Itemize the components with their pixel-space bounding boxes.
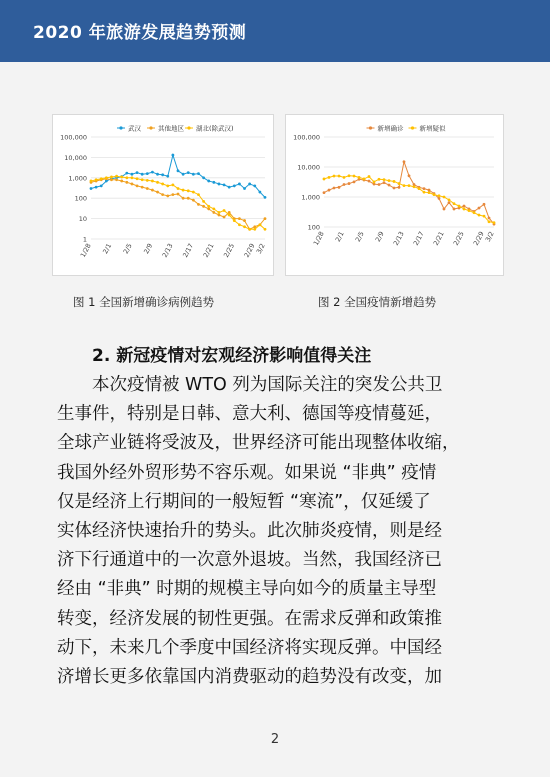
data-point	[187, 171, 190, 174]
data-point	[378, 178, 381, 181]
data-point	[413, 185, 416, 188]
y-tick-label: 10	[78, 215, 87, 224]
data-point	[258, 191, 261, 194]
data-point	[264, 228, 267, 231]
data-point	[393, 180, 396, 183]
data-point	[141, 173, 144, 176]
data-point	[151, 180, 154, 183]
x-tick-label: 2/17	[411, 230, 426, 247]
data-point	[197, 193, 200, 196]
data-point	[156, 173, 159, 176]
header-title: 2020 年旅游发展趋势预测	[33, 23, 247, 43]
data-point	[161, 173, 164, 176]
data-point	[373, 180, 376, 183]
data-point	[136, 177, 139, 180]
data-point	[453, 202, 456, 205]
data-point	[408, 184, 411, 187]
data-point	[428, 189, 431, 192]
data-point	[453, 208, 456, 211]
data-point	[243, 225, 246, 228]
x-tick-label: 2/21	[431, 230, 446, 247]
data-point	[166, 194, 169, 197]
data-point	[383, 181, 386, 184]
data-point	[95, 178, 98, 181]
x-tick-label: 2/5	[353, 230, 366, 244]
y-tick-label: 10,000	[64, 153, 87, 162]
data-point	[187, 197, 190, 200]
data-point	[151, 189, 154, 192]
data-point	[110, 176, 113, 179]
data-point	[343, 176, 346, 179]
data-point	[192, 191, 195, 194]
data-point	[131, 173, 134, 176]
data-point	[363, 178, 366, 181]
data-point	[192, 199, 195, 202]
data-point	[136, 171, 139, 174]
x-tick-label: 2/21	[201, 242, 216, 259]
data-point	[115, 175, 118, 178]
data-point	[448, 201, 451, 204]
data-point	[403, 160, 406, 163]
data-point	[187, 189, 190, 192]
data-point	[323, 191, 326, 194]
legend-marker	[149, 126, 152, 129]
x-tick-label: 2/9	[373, 230, 386, 244]
data-point	[353, 180, 356, 183]
paragraph-line: 我国外经外贸形势不容乐观。如果说 “非典” 疫情	[57, 462, 437, 483]
data-point	[438, 194, 441, 197]
data-point	[264, 217, 267, 220]
data-point	[488, 220, 491, 223]
data-point	[248, 228, 251, 231]
data-point	[146, 179, 149, 182]
paragraph-line: 转变，经济发展的韧性更强。在需求反弹和政策推	[57, 608, 442, 629]
data-point	[146, 187, 149, 190]
y-tick-label: 1,000	[68, 174, 87, 183]
paragraph-line: 生事件，特别是日韩、意大利、德国等疫情蔓延，	[57, 404, 442, 425]
data-point	[177, 193, 180, 196]
paragraph-line: 仅是经济上行期间的一般短暂 “寒流”，仅延缓了	[57, 491, 431, 512]
y-tick-label: 100,000	[293, 133, 320, 142]
y-tick-label: 100,000	[60, 133, 87, 142]
data-point	[388, 179, 391, 182]
data-point	[233, 219, 236, 222]
data-point	[141, 178, 144, 181]
x-tick-label: 1/28	[78, 242, 93, 259]
data-point	[171, 154, 174, 157]
data-point	[238, 223, 241, 226]
data-point	[166, 175, 169, 178]
data-point	[428, 191, 431, 194]
data-point	[258, 223, 261, 226]
data-point	[207, 205, 210, 208]
legend-marker	[411, 126, 414, 129]
data-point	[383, 178, 386, 181]
data-point	[166, 185, 169, 188]
data-point	[343, 183, 346, 186]
data-point	[348, 182, 351, 185]
page-number: 2	[270, 732, 280, 747]
y-tick-label: 10,000	[297, 163, 320, 172]
data-point	[483, 203, 486, 206]
x-tick-label: 2/25	[451, 230, 466, 247]
data-point	[218, 214, 221, 217]
data-point	[136, 185, 139, 188]
x-tick-label: 2/9	[142, 242, 155, 256]
data-point	[448, 199, 451, 202]
data-point	[403, 184, 406, 187]
data-point	[368, 180, 371, 183]
data-point	[353, 175, 356, 178]
data-point	[333, 187, 336, 190]
data-point	[223, 183, 226, 186]
paragraph-line: 本次疫情被 WTO 列为国际关注的突发公共卫	[92, 375, 443, 395]
data-point	[433, 193, 436, 196]
data-point	[228, 211, 231, 214]
data-point	[131, 176, 134, 179]
data-point	[443, 208, 446, 211]
data-point	[212, 211, 215, 214]
data-point	[243, 187, 246, 190]
data-point	[253, 228, 256, 231]
data-point	[328, 176, 331, 179]
data-point	[207, 207, 210, 210]
data-point	[171, 193, 174, 196]
data-point	[348, 174, 351, 177]
data-point	[171, 183, 174, 186]
data-point	[125, 172, 128, 175]
series-line	[324, 162, 494, 224]
data-point	[473, 211, 476, 214]
y-tick-label: 100	[307, 223, 320, 232]
data-point	[197, 172, 200, 175]
data-point	[177, 169, 180, 172]
x-tick-label: 2/1	[333, 230, 346, 244]
legend-label: 新增确诊	[377, 124, 404, 133]
data-point	[388, 184, 391, 187]
data-point	[120, 176, 123, 179]
data-point	[478, 214, 481, 217]
data-point	[253, 185, 256, 188]
data-point	[207, 180, 210, 183]
data-point	[146, 172, 149, 175]
data-point	[483, 215, 486, 218]
legend-marker	[187, 126, 190, 129]
data-point	[120, 180, 123, 183]
data-point	[463, 208, 466, 211]
data-point	[333, 175, 336, 178]
data-point	[125, 176, 128, 179]
data-point	[125, 181, 128, 184]
data-point	[218, 183, 221, 186]
data-point	[368, 175, 371, 178]
data-point	[493, 221, 496, 224]
x-tick-label: 2/29	[471, 230, 486, 247]
data-point	[443, 196, 446, 199]
data-point	[228, 214, 231, 217]
data-point	[418, 187, 421, 190]
data-point	[358, 176, 361, 179]
data-point	[223, 216, 226, 219]
x-tick-label: 2/5	[121, 242, 134, 256]
data-point	[151, 171, 154, 174]
data-point	[393, 187, 396, 190]
data-point	[248, 183, 251, 186]
data-point	[141, 186, 144, 189]
chart-2-card	[285, 114, 504, 276]
data-point	[323, 178, 326, 181]
data-point	[423, 187, 426, 190]
data-point	[212, 207, 215, 210]
data-point	[115, 178, 118, 181]
data-point	[458, 205, 461, 208]
data-point	[338, 186, 341, 189]
data-point	[156, 181, 159, 184]
data-point	[408, 174, 411, 177]
paragraph-line: 动下，未来几个季度中国经济将实现反弹。中国经	[57, 637, 442, 658]
paragraph-line: 济增长更多依靠国内消费驱动的趋势没有改变，加	[57, 667, 442, 688]
data-point	[182, 189, 185, 192]
data-point	[131, 183, 134, 186]
data-point	[100, 177, 103, 180]
data-point	[182, 173, 185, 176]
legend-label: 武汉	[128, 124, 141, 133]
paragraph-line: 济下行通道中的一次意外退坡。当然，我国经济已	[57, 550, 442, 571]
data-point	[156, 191, 159, 194]
data-point	[95, 186, 98, 189]
y-tick-label: 100	[74, 194, 87, 203]
data-point	[223, 209, 226, 212]
data-point	[488, 217, 491, 220]
data-point	[238, 183, 241, 186]
data-point	[202, 205, 205, 208]
legend-label: 湖北(除武汉)	[196, 124, 234, 133]
chart-1	[53, 115, 273, 275]
data-point	[110, 178, 113, 181]
x-tick-label: 2/29	[242, 242, 257, 259]
x-tick-label: 3/2	[254, 242, 267, 256]
data-point	[253, 225, 256, 228]
data-point	[192, 173, 195, 176]
page-header	[0, 0, 550, 62]
x-tick-label: 3/2	[483, 230, 496, 244]
x-tick-label: 1/28	[311, 230, 326, 247]
figure-1-caption: 图 1 全国新增确诊病例趋势	[73, 295, 215, 309]
data-point	[468, 209, 471, 212]
body-paragraph	[57, 371, 505, 692]
data-point	[161, 193, 164, 196]
legend-label: 其他地区	[158, 124, 184, 133]
data-point	[218, 211, 221, 214]
data-point	[202, 200, 205, 203]
legend-marker	[369, 126, 372, 129]
x-tick-label: 2/25	[222, 242, 237, 259]
data-point	[328, 189, 331, 192]
data-point	[378, 183, 381, 186]
data-point	[423, 191, 426, 194]
data-point	[90, 187, 93, 190]
figure-2-caption: 图 2 全国疫情新增趋势	[318, 295, 437, 309]
data-point	[212, 181, 215, 184]
data-point	[100, 185, 103, 188]
data-point	[90, 180, 93, 183]
data-point	[463, 205, 466, 208]
data-point	[177, 187, 180, 190]
series-line	[91, 179, 265, 230]
paragraph-line: 经由 “非典” 时期的规模主导向如今的质量主导型	[57, 579, 437, 600]
data-point	[202, 176, 205, 179]
data-point	[438, 197, 441, 200]
x-tick-label: 2/13	[160, 242, 175, 259]
data-point	[338, 175, 341, 178]
data-point	[238, 217, 241, 220]
data-point	[398, 182, 401, 185]
x-tick-label: 2/17	[181, 242, 196, 259]
data-point	[161, 183, 164, 186]
y-tick-label: 1	[82, 235, 87, 244]
x-tick-label: 2/1	[101, 242, 114, 256]
x-tick-label: 2/13	[391, 230, 406, 247]
data-point	[398, 186, 401, 189]
paragraph-line: 实体经济快速抬升的势头。此次肺炎疫情，则是经	[57, 521, 442, 542]
data-point	[233, 185, 236, 188]
chart-2	[286, 115, 503, 275]
data-point	[264, 196, 267, 199]
data-point	[197, 203, 200, 206]
legend-marker	[119, 126, 122, 129]
data-point	[478, 207, 481, 210]
paragraph-line: 全球产业链将受波及，世界经济可能出现整体收缩，	[57, 433, 460, 454]
data-point	[228, 186, 231, 189]
data-point	[243, 219, 246, 222]
chart-1-card	[52, 114, 274, 276]
data-point	[105, 176, 108, 179]
section-title: 2. 新冠疫情对宏观经济影响值得关注	[92, 346, 372, 366]
legend-label: 新增疑似	[419, 124, 446, 133]
y-tick-label: 1,000	[301, 193, 320, 202]
data-point	[182, 197, 185, 200]
